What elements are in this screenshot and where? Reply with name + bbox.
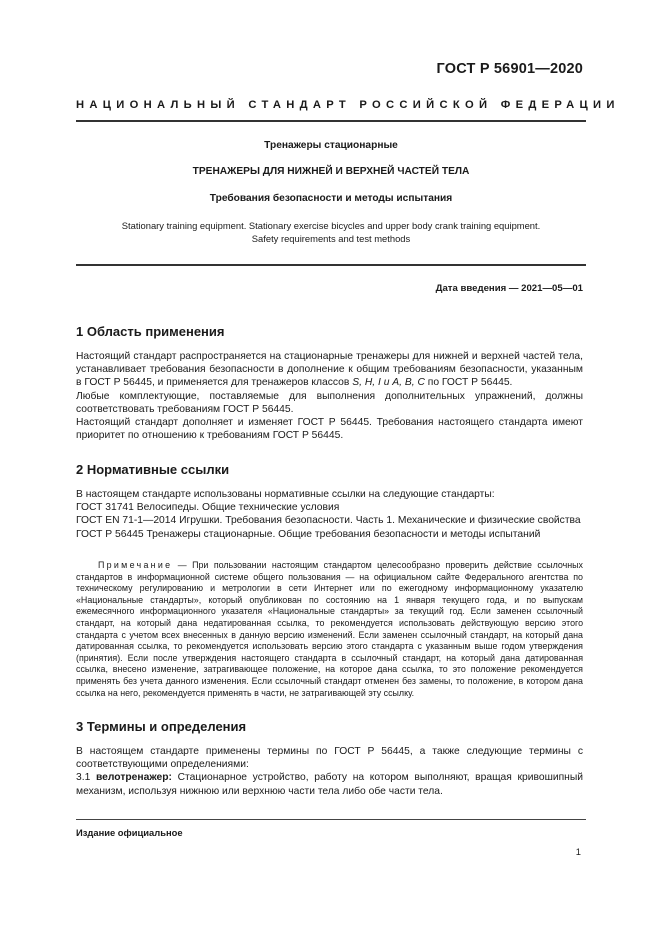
document-number: ГОСТ Р 56901—2020 [436, 61, 583, 77]
national-standard-banner: НАЦИОНАЛЬНЫЙ СТАНДАРТ РОССИЙСКОЙ ФЕДЕРАЦИИ [76, 99, 620, 111]
subtitle-1: Тренажеры стационарные [264, 140, 398, 151]
term-number: 3.1 [76, 772, 91, 784]
section-1-paragraph-1 [76, 350, 583, 390]
section-1-paragraph-1c: Любые комплектующие, поставляемые для выполнения дополнительных упражнений, должны соответствовать требованиям ГОСТ Р 56445. [76, 390, 583, 415]
section-2-body [76, 488, 583, 541]
section-2-note [76, 560, 583, 699]
main-title: ТРЕНАЖЕРЫ ДЛЯ НИЖНЕЙ И ВЕРХНЕЙ ЧАСТЕЙ ТЕЛА [192, 166, 470, 177]
official-edition-label: Издание официальное [76, 827, 183, 838]
introduction-date: Дата введения — 2021—05—01 [435, 283, 583, 294]
section-1-p1-end: по ГОСТ Р 56445. [424, 377, 513, 389]
footer-divider [76, 819, 586, 820]
english-title [76, 219, 586, 245]
term-3-1 [76, 771, 583, 797]
term-definition: Стационарное устройство, работу на котором выполняют, вращая кривошипный механизм, используя нижнюю или верхнюю части тела либо обе части тела. [76, 772, 583, 797]
reference-2: ГОСТ EN 71-1—2014 Игрушки. Требования безопасности. Часть 1. Механические и физические свойства [76, 515, 581, 527]
section-1-paragraph-2: Настоящий стандарт дополняет и изменяет ГОСТ Р 56445. Требования настоящего стандарта имеют приоритет по отношению к требованиям ГОСТ Р 56445. [76, 417, 583, 442]
section-3-intro: В настоящем стандарте применены термины по ГОСТ Р 56445, а также следующие термины с соответствующими определениями: [76, 746, 583, 771]
class-list: S, H, I и A, B, C [352, 377, 425, 389]
section-2-intro: В настоящем стандарте использованы нормативные ссылки на следующие стандарты: [76, 489, 495, 500]
note-label: Примечание [98, 560, 173, 570]
section-2-heading: 2 Нормативные ссылки [76, 462, 230, 477]
note-text: — При пользовании настоящим стандартом целесообразно проверить действие ссылочных стандартов в информационной системе общего пользования — на официальном сайте Федерального агентства по техническому регулированию и метрологии в сети Интернет или по ежегодному информационному указателю «Национальные стандарты», который опубликован по состоянию на 1 января текущего года, и по выпускам ежемесячного информационного указателя «Национальные стандарты» за текущий год. Если заменен ссылочный стандарт, на который дана недатированная ссылка, то рекомендуется использовать действующую версию этого стандарта с учетом всех внесенных в данную версию изменений. Если заменен ссылочный стандарт, на который дана датированная ссылка, то рекомендуется использовать версию этого стандарта с указанным выше годом утверждения (принятия). Если после утверждения настоящего стандарта в ссылочный стандарт, на который дана датированная ссылка, внесено изменение, затрагивающее положение, на которое дана ссылка, то это положение рекомендуется применять без учета данного изменения. Если ссылочный стандарт отменен без замены, то положение, в котором дана ссылка на него, рекомендуется применять в части, не затрагивающей эту ссылку. [76, 560, 583, 698]
subtitle-2: Требования безопасности и методы испытания [209, 193, 453, 204]
section-3-body [76, 745, 583, 798]
top-divider [76, 120, 586, 122]
section-1-body [76, 350, 583, 442]
section-3-heading: 3 Термины и определения [76, 719, 247, 734]
reference-3: ГОСТ Р 56445 Тренажеры стационарные. Общие требования безопасности и методы испытаний [76, 528, 541, 540]
english-title-line-2: Safety requirements and test methods [251, 233, 411, 244]
reference-1: ГОСТ 31741 Велосипеды. Общие технические условия [76, 502, 340, 514]
page-number: 1 [575, 846, 581, 857]
section-1-p1-start: Настоящий стандарт распространяется на стационарные тренажеры для нижней и верхней частей тела, устанавливает требования безопасности в дополнение к общим требованиям безопасности, указанным в ГОСТ Р 56445, и применяется для тренажеров классов [76, 351, 583, 389]
section-1-heading: 1 Область применения [76, 324, 225, 339]
term-name: велотренажер: [95, 772, 172, 784]
middle-divider [76, 264, 586, 266]
english-title-line-1: Stationary training equipment. Stationary exercise bicycles and upper body crank training equipment. [121, 220, 541, 231]
